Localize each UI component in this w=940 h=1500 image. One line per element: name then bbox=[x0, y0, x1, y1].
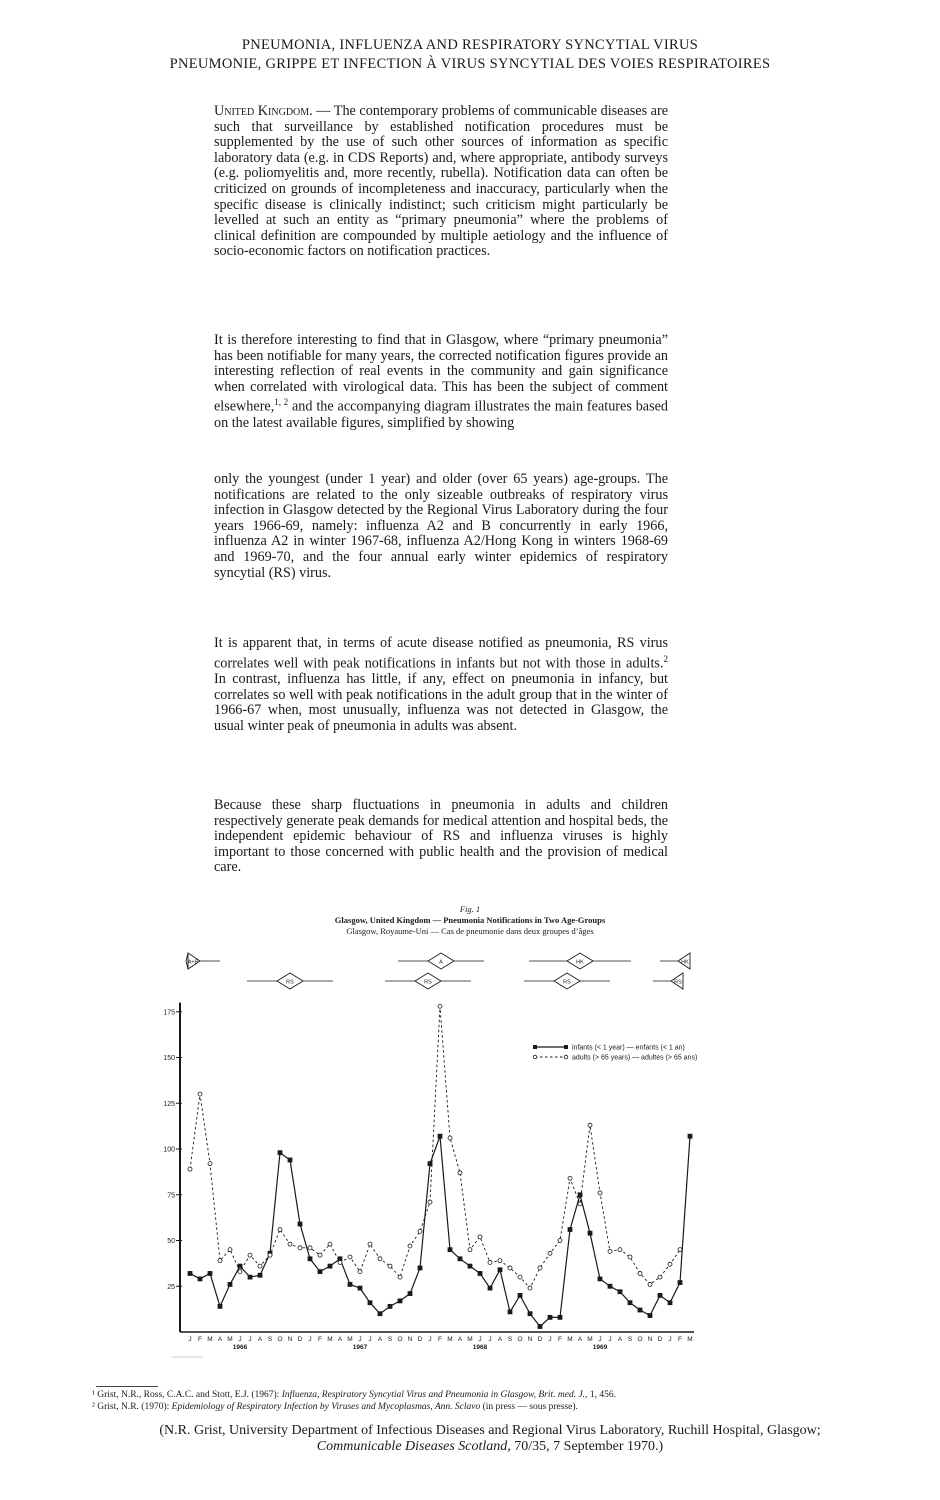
paragraph-5: Because these sharp fluctuations in pneumonia in adults and children respectively generate peak demands for medical attention and hospital beds, the independent epidemic behaviour of RS and influenza viruses is highly important to those concerned with public health and the provision of medical care. bbox=[214, 797, 668, 876]
x-tick-label: J bbox=[368, 1336, 372, 1343]
x-tick-label: O bbox=[637, 1336, 643, 1343]
infants-data-point bbox=[258, 1273, 263, 1278]
infants-data-point bbox=[508, 1309, 513, 1314]
x-tick-label: N bbox=[287, 1336, 293, 1343]
x-tick-label: O bbox=[397, 1336, 403, 1343]
x-tick-label: J bbox=[358, 1336, 362, 1343]
adults-data-point bbox=[488, 1260, 492, 1264]
title-french: PNEUMONIE, GRIPPE ET INFECTION À VIRUS SYNCYTIAL DES VOIES RESPIRATOIRES bbox=[169, 56, 771, 72]
legend-infants-label: infants (< 1 year) — enfants (< 1 an) bbox=[572, 1044, 685, 1052]
adults-data-point bbox=[258, 1264, 262, 1268]
infants-data-point bbox=[468, 1264, 473, 1269]
infants-data-point bbox=[478, 1271, 483, 1276]
virus-diamond-label: RS bbox=[674, 979, 682, 986]
infants-data-point bbox=[628, 1300, 633, 1305]
x-tick-label: F bbox=[678, 1336, 682, 1343]
adults-data-point bbox=[208, 1162, 212, 1166]
adults-data-point bbox=[358, 1270, 362, 1274]
adults-data-point bbox=[348, 1255, 352, 1259]
adults-data-point bbox=[218, 1259, 222, 1263]
infants-data-point bbox=[228, 1282, 233, 1287]
x-tick-label: S bbox=[627, 1336, 633, 1343]
adults-data-point bbox=[378, 1257, 382, 1261]
virus-diamond-label: RS bbox=[286, 979, 294, 986]
y-tick-label: 175 bbox=[163, 1009, 175, 1017]
virus-diamond-label: HK bbox=[681, 959, 689, 966]
year-label: 1966 bbox=[232, 1344, 248, 1351]
adults-data-point bbox=[248, 1253, 252, 1257]
x-tick-label: M bbox=[567, 1336, 573, 1343]
adults-data-point bbox=[498, 1259, 502, 1263]
paragraph-1 bbox=[214, 104, 668, 260]
footnote-ref: 1, 2 bbox=[274, 397, 289, 408]
infants-data-point bbox=[668, 1300, 673, 1305]
year-label: 1967 bbox=[352, 1344, 368, 1351]
x-tick-label: A bbox=[217, 1336, 223, 1343]
infants-data-point bbox=[618, 1289, 623, 1294]
adults-data-point bbox=[278, 1228, 282, 1232]
y-tick-label: 125 bbox=[163, 1100, 175, 1108]
infants-data-point bbox=[298, 1222, 303, 1227]
adults-data-point bbox=[568, 1176, 572, 1180]
adults-data-point bbox=[478, 1235, 482, 1239]
infants-data-point bbox=[588, 1231, 593, 1236]
adults-data-point bbox=[518, 1275, 522, 1279]
adults-data-point bbox=[558, 1239, 562, 1243]
paragraph-2-text-b: and the accompanying diagram illustrates the main features based on the latest available figures, simplified by showing bbox=[214, 399, 669, 431]
footnote-rule bbox=[96, 1386, 158, 1387]
adults-data-point bbox=[318, 1253, 322, 1257]
x-tick-label: J bbox=[248, 1336, 252, 1343]
x-tick-label: S bbox=[267, 1336, 273, 1343]
infants-data-point bbox=[458, 1256, 463, 1261]
infants-data-point bbox=[198, 1277, 203, 1282]
x-tick-label: M bbox=[207, 1336, 213, 1343]
infants-data-point bbox=[518, 1293, 523, 1298]
lead-in: United Kingdom. bbox=[214, 103, 313, 119]
y-tick-label: 50 bbox=[167, 1238, 175, 1245]
infants-data-point bbox=[388, 1304, 393, 1309]
x-tick-label: M bbox=[327, 1336, 333, 1343]
adults-data-point bbox=[458, 1171, 462, 1175]
adults-data-point bbox=[588, 1123, 592, 1127]
x-tick-label: J bbox=[488, 1336, 492, 1343]
adults-data-point bbox=[508, 1266, 512, 1270]
x-tick-label: J bbox=[308, 1336, 312, 1343]
legend-infants-marker bbox=[533, 1045, 537, 1049]
paragraph-1-text: — The contemporary problems of communicable diseases are such that surveillance by established notification procedures must be supplemented by the use of such other sources of information as specific laboratory data (e.g. in CDS Reports) and, where appropriate, antibody surveys (e.g. poliomyelitis and, more recently, rubella). Notification data can often be criticized on grounds of incompleteness and inaccuracy, particularly when the specific disease is clinically indistinct; such criticism might particularly be levelled at such an entity as “primary pneumonia” where the problems of clinical definition are compounded by multiple aetiology and the influence of socio-economic factors on notification practices. bbox=[214, 103, 668, 260]
x-tick-label: M bbox=[447, 1336, 453, 1343]
adults-data-point bbox=[628, 1255, 632, 1259]
adults-data-point bbox=[668, 1262, 672, 1266]
x-tick-label: A bbox=[337, 1336, 343, 1343]
y-tick-label: 25 bbox=[167, 1283, 175, 1291]
infants-data-point bbox=[558, 1315, 563, 1320]
figure-caption-english: Glasgow, United Kingdom — Pneumonia Notifications in Two Age-Groups bbox=[334, 915, 606, 925]
virus-diamond-label: RS bbox=[424, 979, 432, 986]
x-tick-label: S bbox=[507, 1336, 513, 1343]
source-line-1: (N.R. Grist, University Department of Infectious Diseases and Regional Virus Laboratory, Ruchill Hospital, Glasgow; bbox=[159, 1423, 821, 1438]
infants-data-point bbox=[528, 1311, 533, 1316]
adults-data-point bbox=[308, 1246, 312, 1250]
infants-data-point bbox=[398, 1298, 403, 1303]
infants-data-point bbox=[378, 1311, 383, 1316]
adults-data-point bbox=[268, 1253, 272, 1257]
x-tick-label: F bbox=[558, 1336, 562, 1343]
infants-data-point bbox=[208, 1271, 213, 1276]
adults-data-point bbox=[648, 1282, 652, 1286]
year-label: 1968 bbox=[472, 1344, 488, 1351]
x-tick-label: D bbox=[297, 1336, 303, 1343]
x-tick-label: A bbox=[497, 1336, 503, 1343]
x-tick-label: M bbox=[467, 1336, 473, 1343]
infants-data-point bbox=[328, 1264, 333, 1269]
footnote-2: ² Grist, N.R. (1970): Epidemiology of Respiratory Infection by Viruses and Mycoplasmas, Ann. Sclavo (in press — sous presse). bbox=[92, 1402, 578, 1412]
paragraph-2-text-a: It is therefore interesting to find that in Glasgow, where “primary pneumonia” has been notifiable for many years, the corrected notification figures provide an interesting reflection of real events in the community and gain significance when correlated with virological data. This has been the subject of comment elsewhere, bbox=[214, 332, 668, 416]
infants-data-point bbox=[248, 1275, 253, 1280]
infants-data-point bbox=[368, 1300, 373, 1305]
x-tick-label: J bbox=[598, 1336, 602, 1343]
adults-data-point bbox=[398, 1275, 402, 1279]
paragraph-2 bbox=[214, 333, 668, 431]
x-tick-label: A bbox=[617, 1336, 623, 1343]
adults-data-point bbox=[198, 1092, 202, 1096]
x-tick-label: A bbox=[457, 1336, 463, 1343]
adults-data-point bbox=[658, 1275, 662, 1279]
adults-data-point bbox=[638, 1271, 642, 1275]
x-tick-label: A bbox=[577, 1336, 583, 1343]
infants-data-point bbox=[288, 1158, 293, 1163]
infants-data-point bbox=[658, 1293, 663, 1298]
infants-data-point bbox=[448, 1247, 453, 1252]
infants-data-point bbox=[598, 1277, 603, 1282]
infants-data-point bbox=[318, 1269, 323, 1274]
infants-data-point bbox=[488, 1286, 493, 1291]
legend-adults-label: adults (> 65 years) — adultes (> 65 ans) bbox=[572, 1054, 698, 1062]
x-tick-label: N bbox=[647, 1336, 653, 1343]
adults-data-point bbox=[388, 1264, 392, 1268]
infants-data-point bbox=[358, 1286, 363, 1291]
paragraph-4-text-a: It is apparent that, in terms of acute disease notified as pneumonia, RS virus correlates well with peak notifications in infants but not with those in adults. bbox=[214, 635, 668, 672]
adults-data-point bbox=[538, 1266, 542, 1270]
x-tick-label: M bbox=[687, 1336, 693, 1343]
title-english: PNEUMONIA, INFLUENZA AND RESPIRATORY SYNCYTIAL VIRUS bbox=[241, 37, 699, 53]
y-tick-label: 100 bbox=[163, 1146, 175, 1154]
virus-diamond-label: A bbox=[439, 959, 443, 966]
source-line-2: Communicable Diseases Scotland, 70/35, 7 September 1970.) bbox=[316, 1439, 664, 1454]
adults-data-point bbox=[328, 1242, 332, 1246]
x-tick-label: M bbox=[227, 1336, 233, 1343]
x-tick-label: D bbox=[537, 1336, 543, 1343]
x-tick-label: J bbox=[668, 1336, 672, 1343]
x-tick-label: M bbox=[587, 1336, 593, 1343]
x-tick-label: J bbox=[428, 1336, 432, 1343]
x-tick-label: D bbox=[417, 1336, 423, 1343]
x-tick-label: D bbox=[657, 1336, 663, 1343]
year-label: 1969 bbox=[592, 1344, 608, 1351]
y-tick-label: 150 bbox=[163, 1055, 175, 1062]
adults-data-point bbox=[448, 1136, 452, 1140]
adults-data-point bbox=[408, 1244, 412, 1248]
footnote-ref: 2 bbox=[663, 653, 668, 664]
infants-series-line bbox=[190, 1136, 690, 1326]
infants-data-point bbox=[638, 1308, 643, 1313]
x-tick-label: N bbox=[407, 1336, 413, 1343]
infants-data-point bbox=[648, 1313, 653, 1318]
infants-data-point bbox=[218, 1304, 223, 1309]
adults-data-point bbox=[288, 1242, 292, 1246]
infants-data-point bbox=[608, 1284, 613, 1289]
infants-data-point bbox=[568, 1227, 573, 1232]
infants-data-point bbox=[498, 1267, 503, 1272]
x-tick-label: O bbox=[277, 1336, 283, 1343]
x-tick-label: O bbox=[517, 1336, 523, 1343]
y-tick-label: 75 bbox=[167, 1192, 175, 1200]
infants-data-point bbox=[418, 1266, 423, 1271]
x-tick-label: J bbox=[608, 1336, 612, 1343]
infants-data-point bbox=[238, 1264, 243, 1269]
pneumonia-chart bbox=[0, 940, 940, 1360]
paragraph-3: only the youngest (under 1 year) and older (over 65 years) age-groups. The notifications are related to the only sizeable outbreaks of respiratory virus infection in Glasgow detected by the Regional Virus Laboratory during the four years 1966-69, namely: influenza A2 and B concurrently in early 1966, influenza A2 in winter 1967-68, influenza A2/Hong Kong in winters 1968-69 and 1969-70, and the four annual early winter epidemics of respiratory syncytial (RS) virus. bbox=[214, 471, 668, 581]
figure-label: Fig. 1 bbox=[459, 904, 481, 914]
virus-diamond-label: A+B bbox=[187, 959, 199, 966]
adults-data-point bbox=[548, 1251, 552, 1255]
infants-data-point bbox=[308, 1256, 313, 1261]
paragraph-4 bbox=[214, 636, 668, 734]
legend-infants-marker bbox=[564, 1045, 568, 1049]
x-tick-label: A bbox=[257, 1336, 263, 1343]
x-tick-label: F bbox=[198, 1336, 202, 1343]
virus-diamond-label: HK bbox=[576, 959, 584, 966]
legend-adults-marker bbox=[564, 1055, 568, 1059]
adults-data-point bbox=[228, 1248, 232, 1252]
paragraph-4-text-b: In contrast, influenza has little, if any, effect on pneumonia in infancy, but correlates so well with peak notifications in the adult group that in the winter of 1966-67 when, most unusually, influenza was not detected in Glasgow, the usual winter peak of pneumonia in adults was absent. bbox=[214, 670, 668, 734]
x-tick-label: J bbox=[478, 1336, 482, 1343]
infants-data-point bbox=[578, 1192, 583, 1197]
adults-data-point bbox=[188, 1167, 192, 1171]
infants-data-point bbox=[688, 1134, 693, 1139]
infants-data-point bbox=[538, 1324, 543, 1329]
x-tick-label: J bbox=[548, 1336, 552, 1343]
infants-data-point bbox=[678, 1280, 683, 1285]
x-tick-label: J bbox=[188, 1336, 192, 1343]
infants-data-point bbox=[278, 1150, 283, 1155]
adults-data-point bbox=[368, 1242, 372, 1246]
figure-caption-french: Glasgow, Royaume-Uni — Cas de pneumonie dans deux groupes d’âges bbox=[346, 926, 594, 936]
x-tick-label: F bbox=[438, 1336, 442, 1343]
virus-diamond-label: RS bbox=[563, 979, 571, 986]
adults-data-point bbox=[438, 1004, 442, 1008]
infants-data-point bbox=[438, 1134, 443, 1139]
x-tick-label: A bbox=[377, 1336, 383, 1343]
adults-data-point bbox=[298, 1246, 302, 1250]
adults-data-point bbox=[598, 1191, 602, 1195]
adults-data-point bbox=[608, 1249, 612, 1253]
adults-data-point bbox=[418, 1229, 422, 1233]
adults-data-point bbox=[578, 1202, 582, 1206]
adults-data-point bbox=[238, 1270, 242, 1274]
adults-data-point bbox=[618, 1248, 622, 1252]
infants-data-point bbox=[188, 1271, 193, 1276]
adults-data-point bbox=[338, 1260, 342, 1264]
x-tick-label: F bbox=[318, 1336, 322, 1343]
x-tick-label: J bbox=[238, 1336, 242, 1343]
adults-data-point bbox=[678, 1248, 682, 1252]
x-tick-label: N bbox=[527, 1336, 533, 1343]
x-tick-label: M bbox=[347, 1336, 353, 1343]
footnote-1: ¹ Grist, N.R., Ross, C.A.C. and Stott, E.J. (1967): Influenza, Respiratory Syncytial Virus and Pneumonia in Glasgow, Brit. med. J., 1, 456. bbox=[92, 1390, 616, 1400]
infants-data-point bbox=[348, 1282, 353, 1287]
x-tick-label: S bbox=[387, 1336, 393, 1343]
legend-adults-marker bbox=[533, 1055, 537, 1059]
infants-data-point bbox=[408, 1291, 413, 1296]
adults-data-point bbox=[428, 1200, 432, 1204]
infants-data-point bbox=[548, 1315, 553, 1320]
adults-data-point bbox=[528, 1286, 532, 1290]
adults-data-point bbox=[468, 1248, 472, 1252]
